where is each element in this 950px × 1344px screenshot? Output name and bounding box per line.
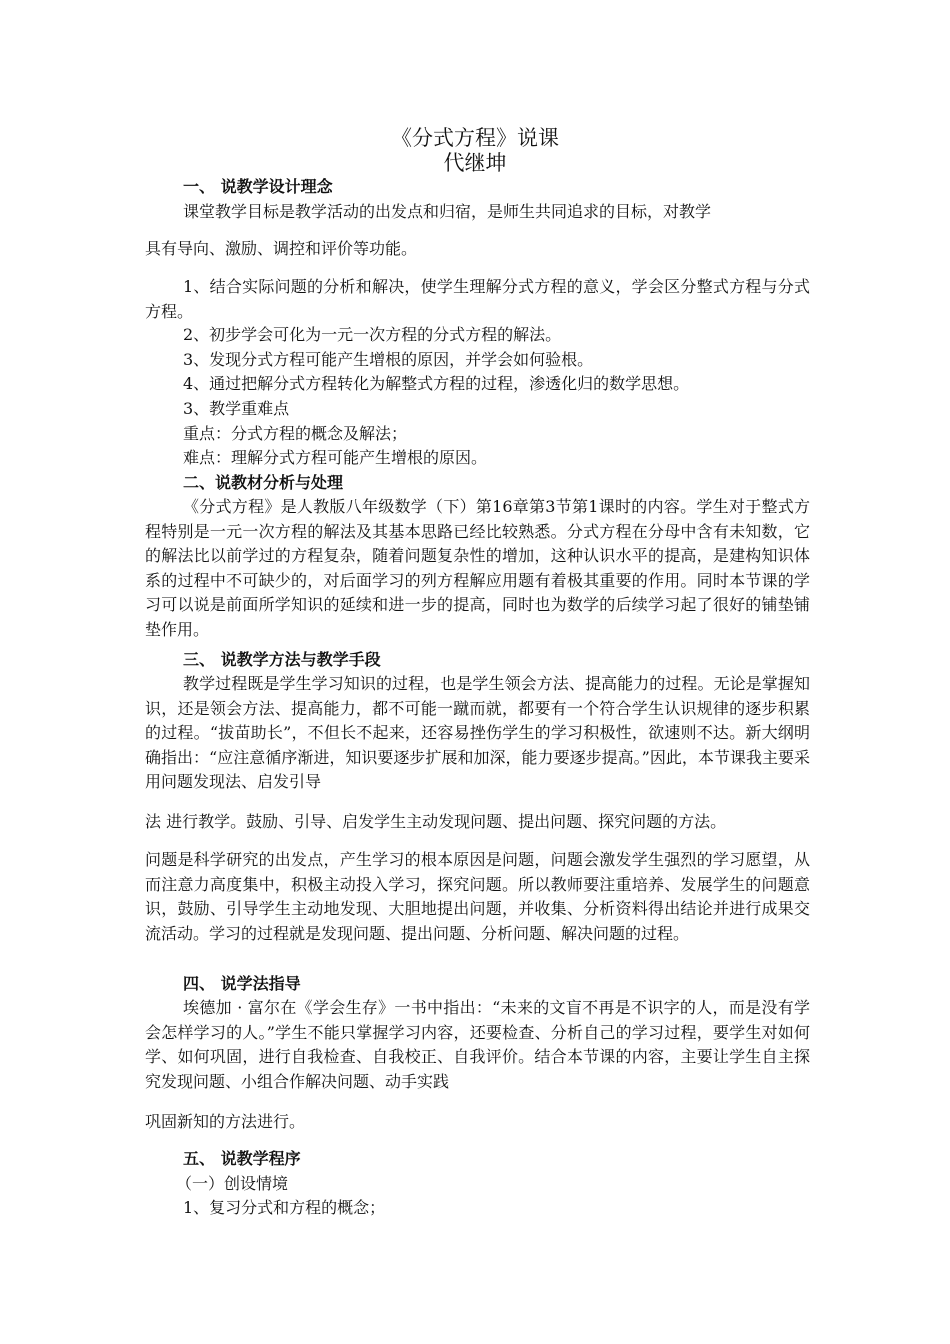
section-heading-1: 一、 说教学设计理念 xyxy=(183,177,333,196)
section-heading-2: 二、说教材分析与处理 xyxy=(183,473,344,492)
paragraph-teaching-method-3: 问题是科学研究的出发点，产生学习的根本原因是问题，问题会激发学生强烈的学习愿望，从而注意力高度集中，积极主动投入学习，探究问题。所以教师要注重培养、发展学生的问题意识，鼓励、引导学生主动地发现、大胆地提出问题，并收集、分析资料得出结论并进行成果交流活动。学习的过程就是发现问题、提出问题、分析问题、解决问题的过程。 xyxy=(145,850,810,943)
paragraph-teaching-method-2: 法 进行教学。鼓励、引导、启发学生主动发现问题、提出问题、探究问题的方法。 xyxy=(145,812,727,831)
goal-4: 4、通过把解分式方程转化为解整式方程的过程，渗透化归的数学思想。 xyxy=(183,374,690,393)
section-heading-5: 五、 说教学程序 xyxy=(183,1149,301,1168)
paragraph-textbook-analysis: 《分式方程》是人教版八年级数学（下）第16章第3节第1课时的内容。学生对于整式方程特别是一元一次方程的解法及其基本思路已经比较熟悉。分式方程在分母中含有未知数，它的解法比以前学过的方程复杂，随着问题复杂性的增加，这种认识水平的提高，是建构知识体系的过程中不可缺少的，对后面学习的列方程解应用题有着极其重要的作用。同时本节课的学习可以说是前面所学知识的延续和进一步的提高，同时也为数学的后续学习起了很好的铺垫铺垫作用。 xyxy=(145,497,810,639)
paragraph-intro: 课堂教学目标是教学活动的出发点和归宿，是师生共同追求的目标，对教学 xyxy=(183,202,712,221)
procedure-item-1: 1、复习分式和方程的概念； xyxy=(183,1198,386,1217)
goal-2: 2、初步学会可化为一元一次方程的分式方程的解法。 xyxy=(183,325,562,344)
paragraph-teaching-method-1: 教学过程既是学生学习知识的过程，也是学生领会方法、提高能力的过程。无论是掌握知识，还是领会方法、提高能力，都不可能一蹴而就，都要有一个符合学生认识规律的逐步积累的过程。“拔苗助长”，不但长不起来，还容易挫伤学生的学习积极性，欲速则不达。新大纲明确指出：“应注意循序渐进，知识要逐步扩展和加深，能力要逐步提高。”因此，本节课我主要采用问题发现法、启发引导 xyxy=(145,674,810,791)
paragraph-study-guidance-2: 巩固新知的方法进行。 xyxy=(145,1112,306,1131)
goal-1: 1、结合实际问题的分析和解决，使学生理解分式方程的意义，学会区分整式方程与分式方程。 xyxy=(145,277,810,321)
document-title: 《分式方程》说课 xyxy=(391,126,559,150)
difficult-point: 难点：理解分式方程可能产生增根的原因。 xyxy=(183,448,488,467)
paragraph-study-guidance-1: 埃德加 · 富尔在《学会生存》一书中指出：“未来的文盲不再是不识字的人，而是没有学会怎样学习的人。”学生不能只掌握学习内容，还要检查、分析自己的学习过程，要学生对如何学、如何巩固，进行自我检查、自我校正、自我评价。结合本节课的内容，主要让学生自主探究发现问题、小组合作解决问题、动手实践 xyxy=(145,998,810,1091)
keypoints-title: 3、教学重难点 xyxy=(183,399,290,418)
subsection-1: （一）创设情境 xyxy=(176,1174,289,1193)
key-point: 重点：分式方程的概念及解法； xyxy=(183,424,408,443)
goal-3: 3、发现分式方程可能产生增根的原因，并学会如何验根。 xyxy=(183,350,594,369)
document-author: 代继坤 xyxy=(443,151,507,175)
section-heading-4: 四、 说学法指导 xyxy=(183,974,301,993)
section-heading-3: 三、 说教学方法与教学手段 xyxy=(183,650,381,669)
paragraph-intro-cont: 具有导向、激励、调控和评价等功能。 xyxy=(145,239,418,258)
